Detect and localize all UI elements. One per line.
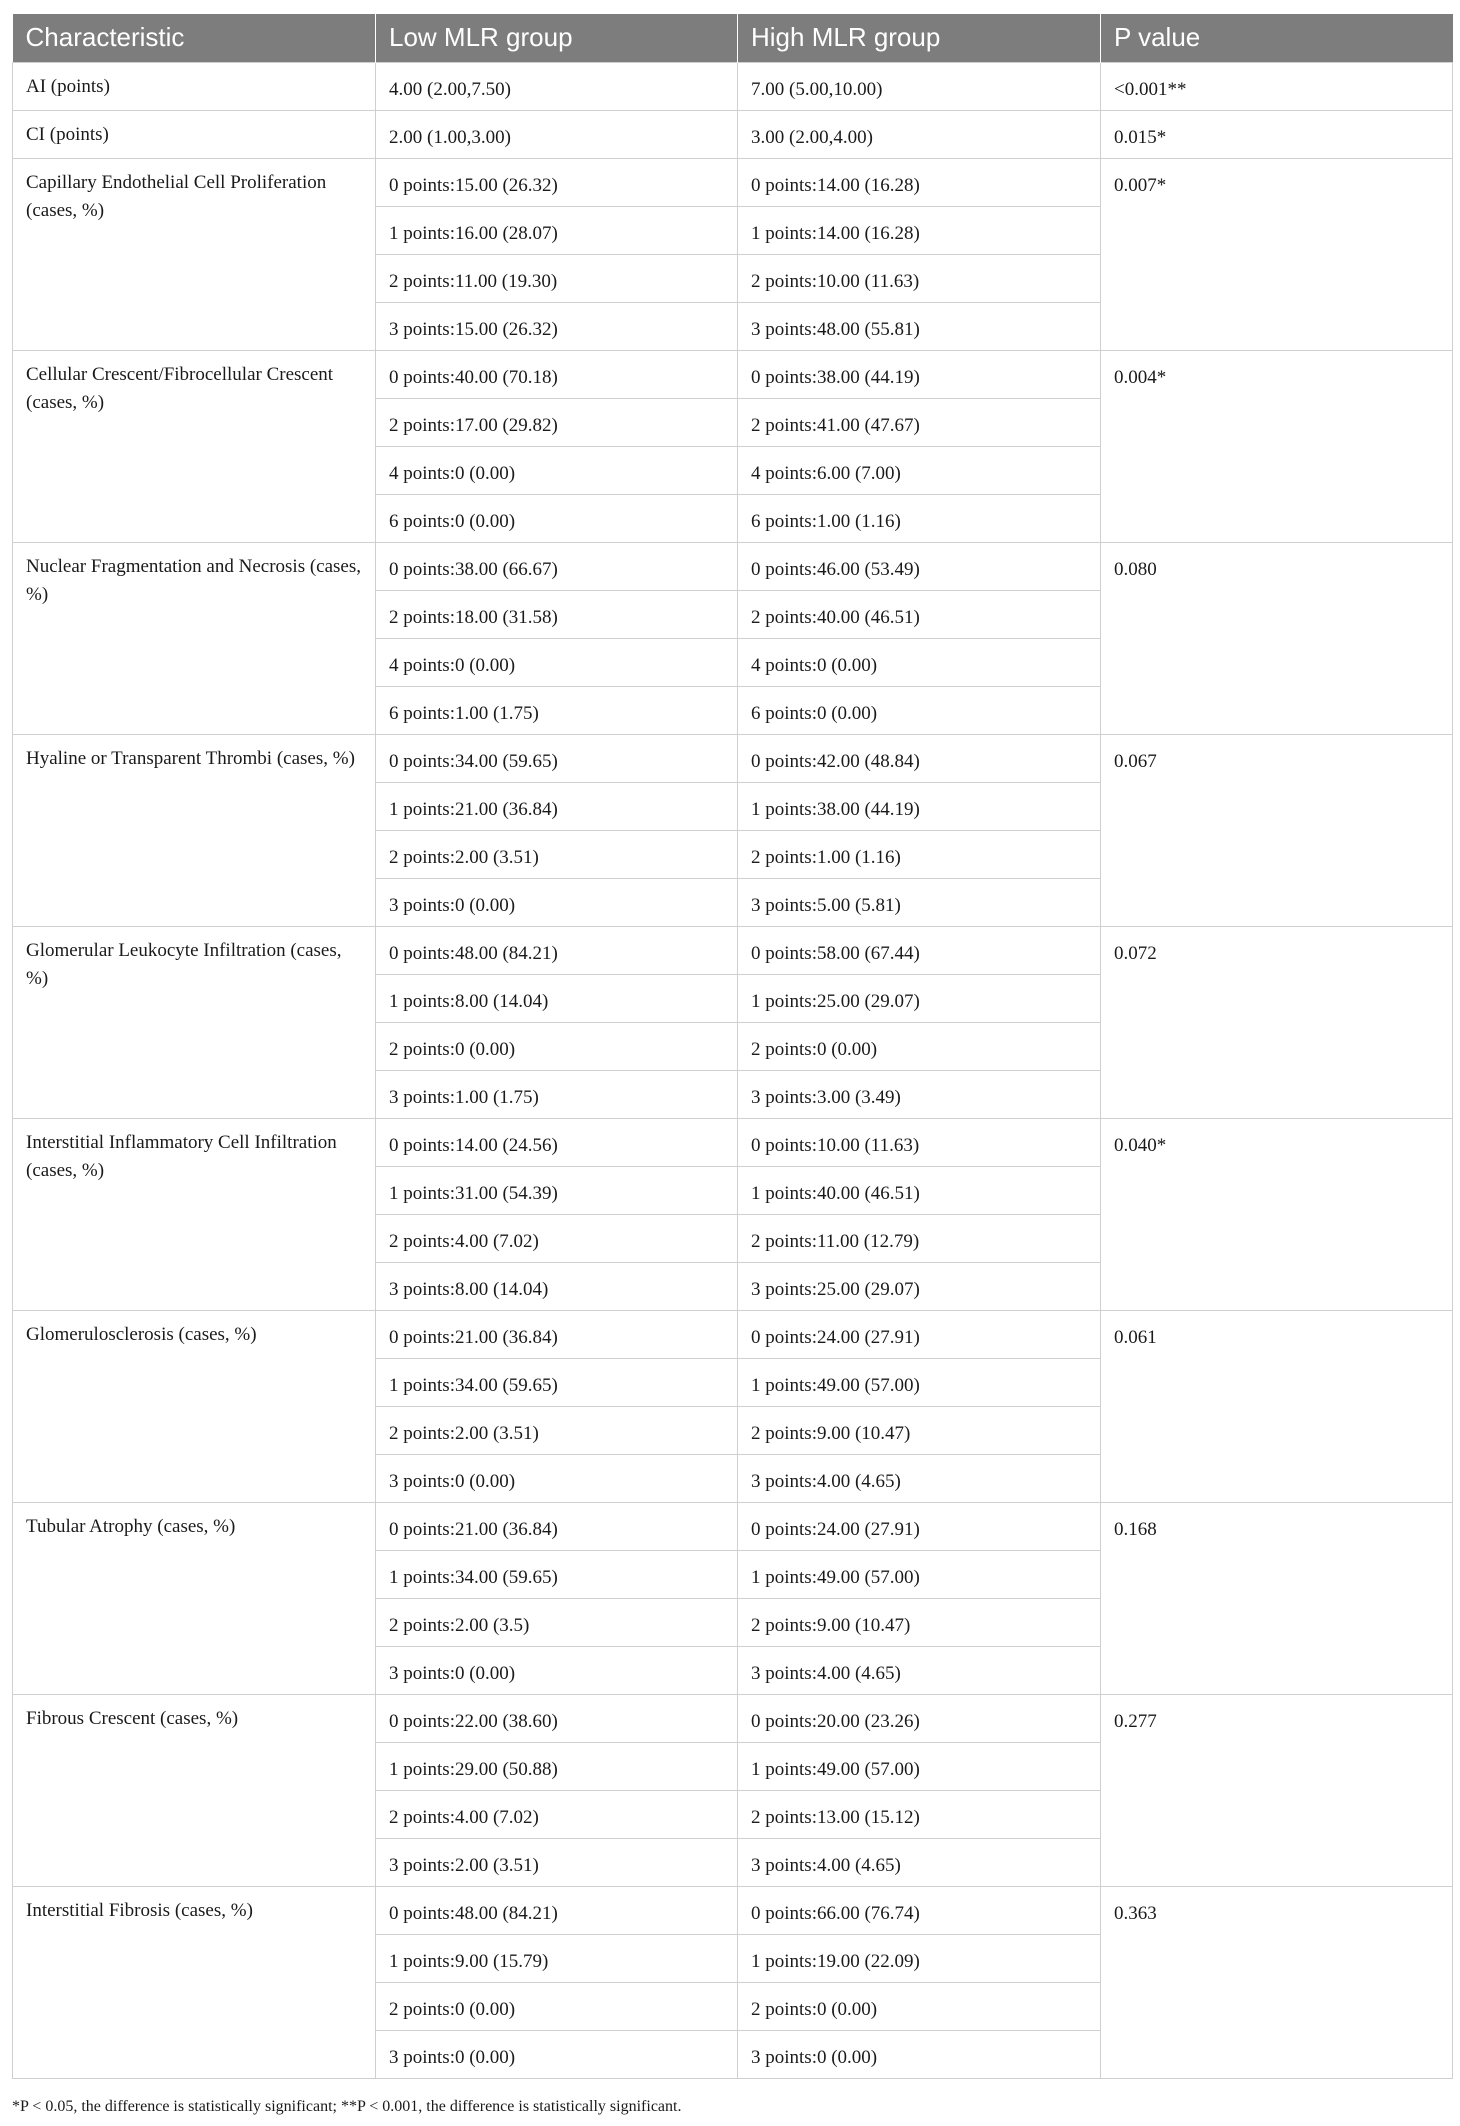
- table-row: [13, 734, 1453, 782]
- high-mlr-cell: 3 points:5.00 (5.81): [738, 878, 1101, 926]
- high-mlr-cell: 3 points:0 (0.00): [738, 2030, 1101, 2078]
- high-mlr-cell: 3 points:3.00 (3.49): [738, 1070, 1101, 1118]
- high-mlr-cell: 0 points:66.00 (76.74): [738, 1886, 1101, 1934]
- high-mlr-cell: 0 points:24.00 (27.91): [738, 1502, 1101, 1550]
- high-mlr-cell: 2 points:9.00 (10.47): [738, 1406, 1101, 1454]
- high-mlr-cell: 1 points:49.00 (57.00): [738, 1358, 1101, 1406]
- low-mlr-cell: 2 points:4.00 (7.02): [376, 1214, 738, 1262]
- characteristic-cell: Tubular Atrophy (cases, %): [13, 1502, 376, 1694]
- low-mlr-cell: 0 points:48.00 (84.21): [376, 926, 738, 974]
- table-row: [13, 1694, 1453, 1742]
- table-row: [13, 62, 1453, 110]
- high-mlr-cell: 0 points:38.00 (44.19): [738, 350, 1101, 398]
- low-mlr-cell: 1 points:9.00 (15.79): [376, 1934, 738, 1982]
- low-mlr-cell: 2.00 (1.00,3.00): [376, 110, 738, 158]
- high-mlr-cell: 0 points:10.00 (11.63): [738, 1118, 1101, 1166]
- high-mlr-cell: 6 points:1.00 (1.16): [738, 494, 1101, 542]
- low-mlr-cell: 6 points:0 (0.00): [376, 494, 738, 542]
- characteristic-cell: Glomerular Leukocyte Infiltration (cases, %): [13, 926, 376, 1118]
- low-mlr-cell: 3 points:0 (0.00): [376, 878, 738, 926]
- high-mlr-cell: 2 points:11.00 (12.79): [738, 1214, 1101, 1262]
- characteristic-cell: Cellular Crescent/Fibrocellular Crescent (cases, %): [13, 350, 376, 542]
- header-characteristic: Characteristic: [13, 14, 376, 62]
- high-mlr-cell: 0 points:14.00 (16.28): [738, 158, 1101, 206]
- high-mlr-cell: 2 points:40.00 (46.51): [738, 590, 1101, 638]
- low-mlr-cell: 3 points:0 (0.00): [376, 2030, 738, 2078]
- table-row: [13, 1118, 1453, 1166]
- high-mlr-cell: 3 points:4.00 (4.65): [738, 1646, 1101, 1694]
- low-mlr-cell: 1 points:34.00 (59.65): [376, 1358, 738, 1406]
- high-mlr-cell: 3 points:4.00 (4.65): [738, 1838, 1101, 1886]
- low-mlr-cell: 1 points:16.00 (28.07): [376, 206, 738, 254]
- characteristic-cell: Interstitial Fibrosis (cases, %): [13, 1886, 376, 2078]
- low-mlr-cell: 2 points:2.00 (3.51): [376, 1406, 738, 1454]
- p-value-cell: 0.007*: [1101, 158, 1453, 350]
- high-mlr-cell: 1 points:14.00 (16.28): [738, 206, 1101, 254]
- low-mlr-cell: 3 points:1.00 (1.75): [376, 1070, 738, 1118]
- low-mlr-cell: 4.00 (2.00,7.50): [376, 62, 738, 110]
- high-mlr-cell: 0 points:20.00 (23.26): [738, 1694, 1101, 1742]
- high-mlr-cell: 3.00 (2.00,4.00): [738, 110, 1101, 158]
- high-mlr-cell: 2 points:9.00 (10.47): [738, 1598, 1101, 1646]
- p-value-cell: 0.015*: [1101, 110, 1453, 158]
- low-mlr-cell: 3 points:0 (0.00): [376, 1454, 738, 1502]
- table-row: [13, 542, 1453, 590]
- low-mlr-cell: 0 points:15.00 (26.32): [376, 158, 738, 206]
- low-mlr-cell: 4 points:0 (0.00): [376, 638, 738, 686]
- high-mlr-cell: 1 points:40.00 (46.51): [738, 1166, 1101, 1214]
- high-mlr-cell: 1 points:25.00 (29.07): [738, 974, 1101, 1022]
- low-mlr-cell: 1 points:34.00 (59.65): [376, 1550, 738, 1598]
- header-low-mlr: Low MLR group: [376, 14, 738, 62]
- high-mlr-cell: 6 points:0 (0.00): [738, 686, 1101, 734]
- p-value-cell: 0.004*: [1101, 350, 1453, 542]
- characteristic-cell: AI (points): [13, 62, 376, 110]
- p-value-cell: 0.072: [1101, 926, 1453, 1118]
- high-mlr-cell: 0 points:58.00 (67.44): [738, 926, 1101, 974]
- high-mlr-cell: 0 points:46.00 (53.49): [738, 542, 1101, 590]
- p-value-cell: 0.363: [1101, 1886, 1453, 2078]
- high-mlr-cell: 4 points:6.00 (7.00): [738, 446, 1101, 494]
- high-mlr-cell: 1 points:38.00 (44.19): [738, 782, 1101, 830]
- low-mlr-cell: 2 points:2.00 (3.5): [376, 1598, 738, 1646]
- p-value-cell: 0.061: [1101, 1310, 1453, 1502]
- p-value-cell: <0.001**: [1101, 62, 1453, 110]
- low-mlr-cell: 1 points:8.00 (14.04): [376, 974, 738, 1022]
- p-value-cell: 0.080: [1101, 542, 1453, 734]
- high-mlr-cell: 2 points:13.00 (15.12): [738, 1790, 1101, 1838]
- characteristic-cell: Interstitial Inflammatory Cell Infiltration (cases, %): [13, 1118, 376, 1310]
- characteristic-cell: CI (points): [13, 110, 376, 158]
- high-mlr-cell: 1 points:49.00 (57.00): [738, 1742, 1101, 1790]
- characteristic-cell: Glomerulosclerosis (cases, %): [13, 1310, 376, 1502]
- high-mlr-cell: 7.00 (5.00,10.00): [738, 62, 1101, 110]
- high-mlr-cell: 2 points:1.00 (1.16): [738, 830, 1101, 878]
- high-mlr-cell: 2 points:10.00 (11.63): [738, 254, 1101, 302]
- header-row: [13, 14, 1453, 62]
- low-mlr-cell: 0 points:21.00 (36.84): [376, 1502, 738, 1550]
- low-mlr-cell: 2 points:2.00 (3.51): [376, 830, 738, 878]
- low-mlr-cell: 1 points:21.00 (36.84): [376, 782, 738, 830]
- high-mlr-cell: 1 points:49.00 (57.00): [738, 1550, 1101, 1598]
- low-mlr-cell: 3 points:15.00 (26.32): [376, 302, 738, 350]
- high-mlr-cell: 2 points:41.00 (47.67): [738, 398, 1101, 446]
- high-mlr-cell: 1 points:19.00 (22.09): [738, 1934, 1101, 1982]
- high-mlr-cell: 4 points:0 (0.00): [738, 638, 1101, 686]
- high-mlr-cell: 3 points:25.00 (29.07): [738, 1262, 1101, 1310]
- low-mlr-cell: 1 points:31.00 (54.39): [376, 1166, 738, 1214]
- characteristic-cell: Hyaline or Transparent Thrombi (cases, %): [13, 734, 376, 926]
- high-mlr-cell: 3 points:48.00 (55.81): [738, 302, 1101, 350]
- characteristic-cell: Capillary Endothelial Cell Proliferation (cases, %): [13, 158, 376, 350]
- table-row: [13, 158, 1453, 206]
- low-mlr-cell: 2 points:4.00 (7.02): [376, 1790, 738, 1838]
- data-table: [12, 14, 1453, 2079]
- low-mlr-cell: 0 points:48.00 (84.21): [376, 1886, 738, 1934]
- low-mlr-cell: 2 points:0 (0.00): [376, 1022, 738, 1070]
- header-high-mlr: High MLR group: [738, 14, 1101, 62]
- table-row: [13, 1502, 1453, 1550]
- low-mlr-cell: 0 points:40.00 (70.18): [376, 350, 738, 398]
- low-mlr-cell: 3 points:2.00 (3.51): [376, 1838, 738, 1886]
- low-mlr-cell: 2 points:17.00 (29.82): [376, 398, 738, 446]
- p-value-cell: 0.067: [1101, 734, 1453, 926]
- table-row: [13, 1886, 1453, 1934]
- table-row: [13, 110, 1453, 158]
- header-p-value: P value: [1101, 14, 1453, 62]
- high-mlr-cell: 2 points:0 (0.00): [738, 1982, 1101, 2030]
- low-mlr-cell: 0 points:14.00 (24.56): [376, 1118, 738, 1166]
- table-row: [13, 350, 1453, 398]
- low-mlr-cell: 2 points:11.00 (19.30): [376, 254, 738, 302]
- low-mlr-cell: 1 points:29.00 (50.88): [376, 1742, 738, 1790]
- low-mlr-cell: 3 points:8.00 (14.04): [376, 1262, 738, 1310]
- low-mlr-cell: 3 points:0 (0.00): [376, 1646, 738, 1694]
- table-row: [13, 1310, 1453, 1358]
- high-mlr-cell: 2 points:0 (0.00): [738, 1022, 1101, 1070]
- p-value-cell: 0.277: [1101, 1694, 1453, 1886]
- low-mlr-cell: 2 points:18.00 (31.58): [376, 590, 738, 638]
- high-mlr-cell: 3 points:4.00 (4.65): [738, 1454, 1101, 1502]
- low-mlr-cell: 0 points:22.00 (38.60): [376, 1694, 738, 1742]
- low-mlr-cell: 0 points:34.00 (59.65): [376, 734, 738, 782]
- p-value-cell: 0.168: [1101, 1502, 1453, 1694]
- footnote: *P < 0.05, the difference is statistically significant; **P < 0.001, the difference is statistically significant.: [12, 2098, 682, 2115]
- low-mlr-cell: 0 points:38.00 (66.67): [376, 542, 738, 590]
- table-row: [13, 926, 1453, 974]
- low-mlr-cell: 4 points:0 (0.00): [376, 446, 738, 494]
- characteristic-cell: Fibrous Crescent (cases, %): [13, 1694, 376, 1886]
- high-mlr-cell: 0 points:24.00 (27.91): [738, 1310, 1101, 1358]
- characteristic-cell: Nuclear Fragmentation and Necrosis (cases, %): [13, 542, 376, 734]
- low-mlr-cell: 0 points:21.00 (36.84): [376, 1310, 738, 1358]
- low-mlr-cell: 2 points:0 (0.00): [376, 1982, 738, 2030]
- low-mlr-cell: 6 points:1.00 (1.75): [376, 686, 738, 734]
- table-body: [13, 62, 1453, 2078]
- p-value-cell: 0.040*: [1101, 1118, 1453, 1310]
- high-mlr-cell: 0 points:42.00 (48.84): [738, 734, 1101, 782]
